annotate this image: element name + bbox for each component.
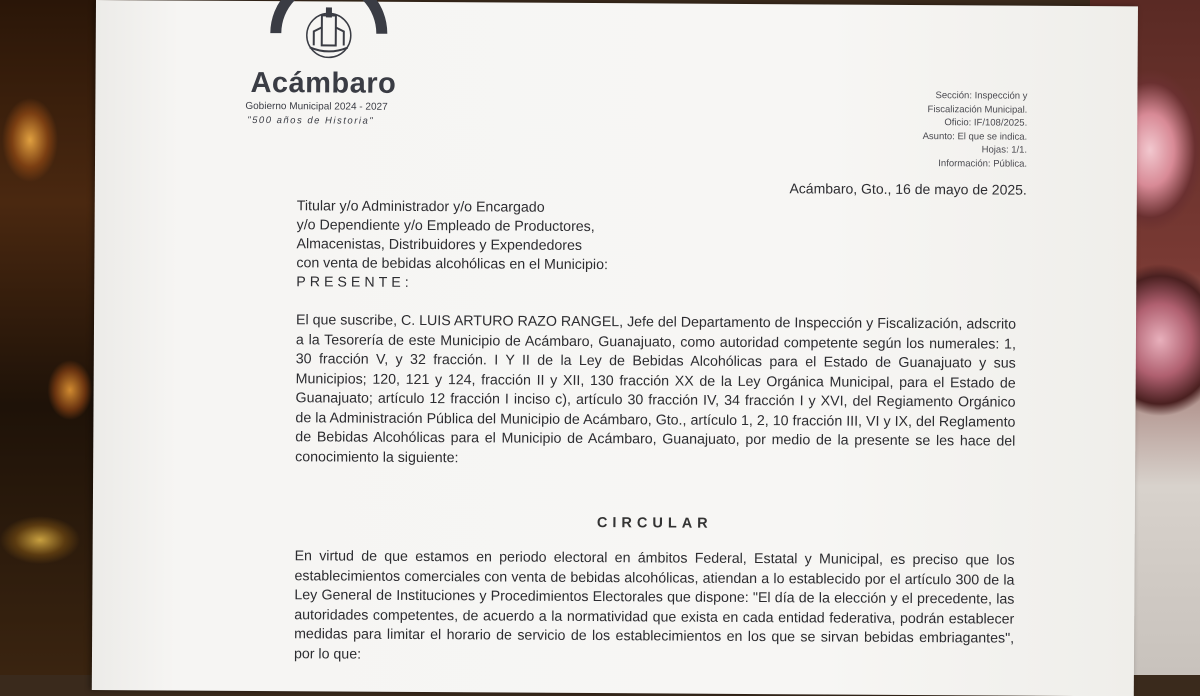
addressee-line: con venta de bebidas alcohólicas en el Municipio: (296, 255, 608, 274)
meta-asunto: Asunto: El que se indica. (922, 130, 1028, 143)
addressee-line: Almacenistas, Distribuidores y Expendedores (296, 236, 583, 254)
municipality-name: Acámbaro (250, 66, 397, 100)
body-paragraph-2: En virtud de que estamos en periodo electoral en ámbitos Federal, Estatal y Municipal, es preciso que los establecimientos comerciales con venta de bebidas alcohólicas, atiendan a lo establecido por el artículo 300 de la Ley General de Instituciones y Procedimientos Electorales que dispone: "El día de la elección y el precedente, las autoridades competentes, de acuerdo a la normatividad que exista en cada entidad federativa, podrán establecer medidas para limitar el horario de servicio de los establecimientos en los que se sirvan bebidas embriagantes", por lo que: (293, 548, 1015, 663)
presente-salutation: PRESENTE: (296, 274, 413, 291)
municipal-motto: "500 años de Historia" (247, 114, 375, 127)
meta-oficio: Oficio: IF/108/2025. (944, 117, 1028, 129)
circular-heading: CIRCULAR (596, 515, 713, 532)
document-metadata (922, 89, 1027, 171)
body-paragraph-1: El que suscribe, C. LUIS ARTURO RAZO RANGEL, Jefe del Departamento de Inspección y Fiscalización, adscrito a la Tesorería de este Municipio de Acámbaro, Guanajuato, como autoridad competente según los numerales: 1, 30 fracción V, y 32 fracción. I Y II de la Ley de Bebidas Alcohólicas para el Estado de Guanajuato y sus Municipios; 120, 121 y 124, fracción II y XII, 130 fracción XX de la Ley Orgánica Municipal, para el Estado de Guanajuato; artículo 12 fracción I inciso c), artículo 30 fracción IV, 34 fracción I y XVI, del Regiamento Orgánico de la Administración Pública del Municipio de Acámbaro, Gto., artículo 1, 2, 10 fracción III, VI y IX, del Reglamento de Bebidas Alcohólicas para el Municipio de Acámbaro, Guanajuato, por medio de la presente se les hace del conocimiento la siguiente: (295, 312, 1017, 466)
addressee-line: y/o Dependiente y/o Empleado de Productores, (296, 217, 595, 236)
document-date: Acámbaro, Gto., 16 de mayo de 2025. (789, 180, 1027, 198)
addressee-block (296, 197, 608, 294)
meta-hojas: Hojas: 1/1. (981, 144, 1028, 156)
meta-section-2: Fiscalización Municipal. (927, 103, 1028, 116)
church-seal-icon (264, 0, 394, 74)
document-paper (92, 0, 1138, 696)
government-period: Gobierno Municipal 2024 - 2027 (245, 100, 388, 113)
meta-section: Sección: Inspección y (935, 90, 1028, 102)
meta-informacion: Información: Pública. (938, 157, 1028, 170)
addressee-line: Titular y/o Administrador y/o Encargado (296, 198, 545, 216)
municipal-logo (245, 1, 416, 132)
document-content (92, 0, 1138, 696)
